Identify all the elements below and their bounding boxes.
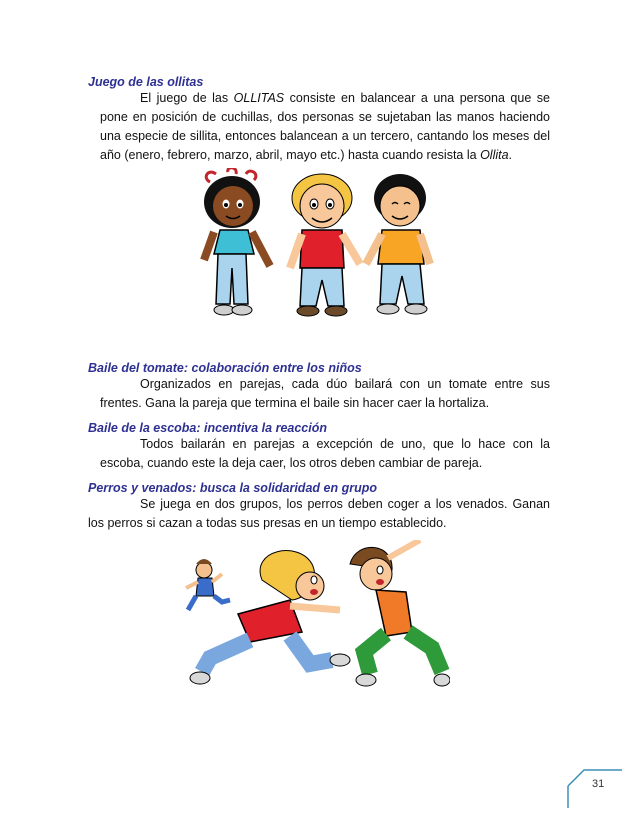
- page-number: 31: [592, 778, 605, 790]
- section-title-perros-venados: Perros y venados: busca la solidaridad en grupo: [88, 481, 377, 495]
- paragraph-line: una especie de sillita, entonces balancean a un tercero, cantando los meses del: [100, 129, 550, 143]
- paragraph-line: El juego de las OLLITAS consiste en balancear a una persona que se: [140, 91, 550, 105]
- paragraph-line: Organizados en parejas, cada dúo bailará con un tomate entre sus: [140, 377, 550, 391]
- children-holding-hands-illustration: [198, 168, 446, 320]
- section-title-baile-tomate: Baile del tomate: colaboración entre los niños: [88, 361, 362, 375]
- paragraph-line: los perros si cazan a todas sus presas en un tiempo establecido.: [88, 516, 447, 530]
- paragraph-line: pone en posición de cuchillas, dos personas se sujetaban las manos haciendo: [100, 110, 550, 124]
- small-boy-running-figure: [186, 559, 230, 610]
- section-title-ollitas: Juego de las ollitas: [88, 75, 204, 89]
- paragraph-ollitas: [88, 89, 550, 165]
- paragraph-line: frentes. Gana la pareja que termina el baile sin hacer caer la hortaliza.: [100, 396, 490, 410]
- paragraph-line: Se juega en dos grupos, los perros deben coger a los venados. Ganan: [140, 497, 550, 511]
- boy-brown-hair-running-figure: [350, 540, 450, 686]
- paragraph-perros-venados: [88, 495, 550, 533]
- section-title-baile-escoba: Baile de la escoba: incentiva la reacción: [88, 421, 327, 435]
- children-running-illustration: [180, 540, 450, 700]
- girl-dark-skin-figure: [204, 168, 270, 315]
- paragraph-baile-tomate: [88, 375, 550, 413]
- boy-blond-figure: [290, 174, 360, 316]
- paragraph-line: año (enero, febrero, marzo, abril, mayo etc.) hasta cuando resista la Ollita.: [100, 148, 513, 162]
- girl-blond-running-figure: [190, 551, 350, 684]
- paragraph-line: Todos bailarán en parejas a excepción de uno, que lo hace con la: [140, 437, 550, 451]
- paragraph-baile-escoba: [88, 435, 550, 473]
- girl-black-hair-figure: [366, 174, 430, 314]
- paragraph-line: escoba, cuando este la deja caer, los otros deben cambiar de pareja.: [100, 456, 483, 470]
